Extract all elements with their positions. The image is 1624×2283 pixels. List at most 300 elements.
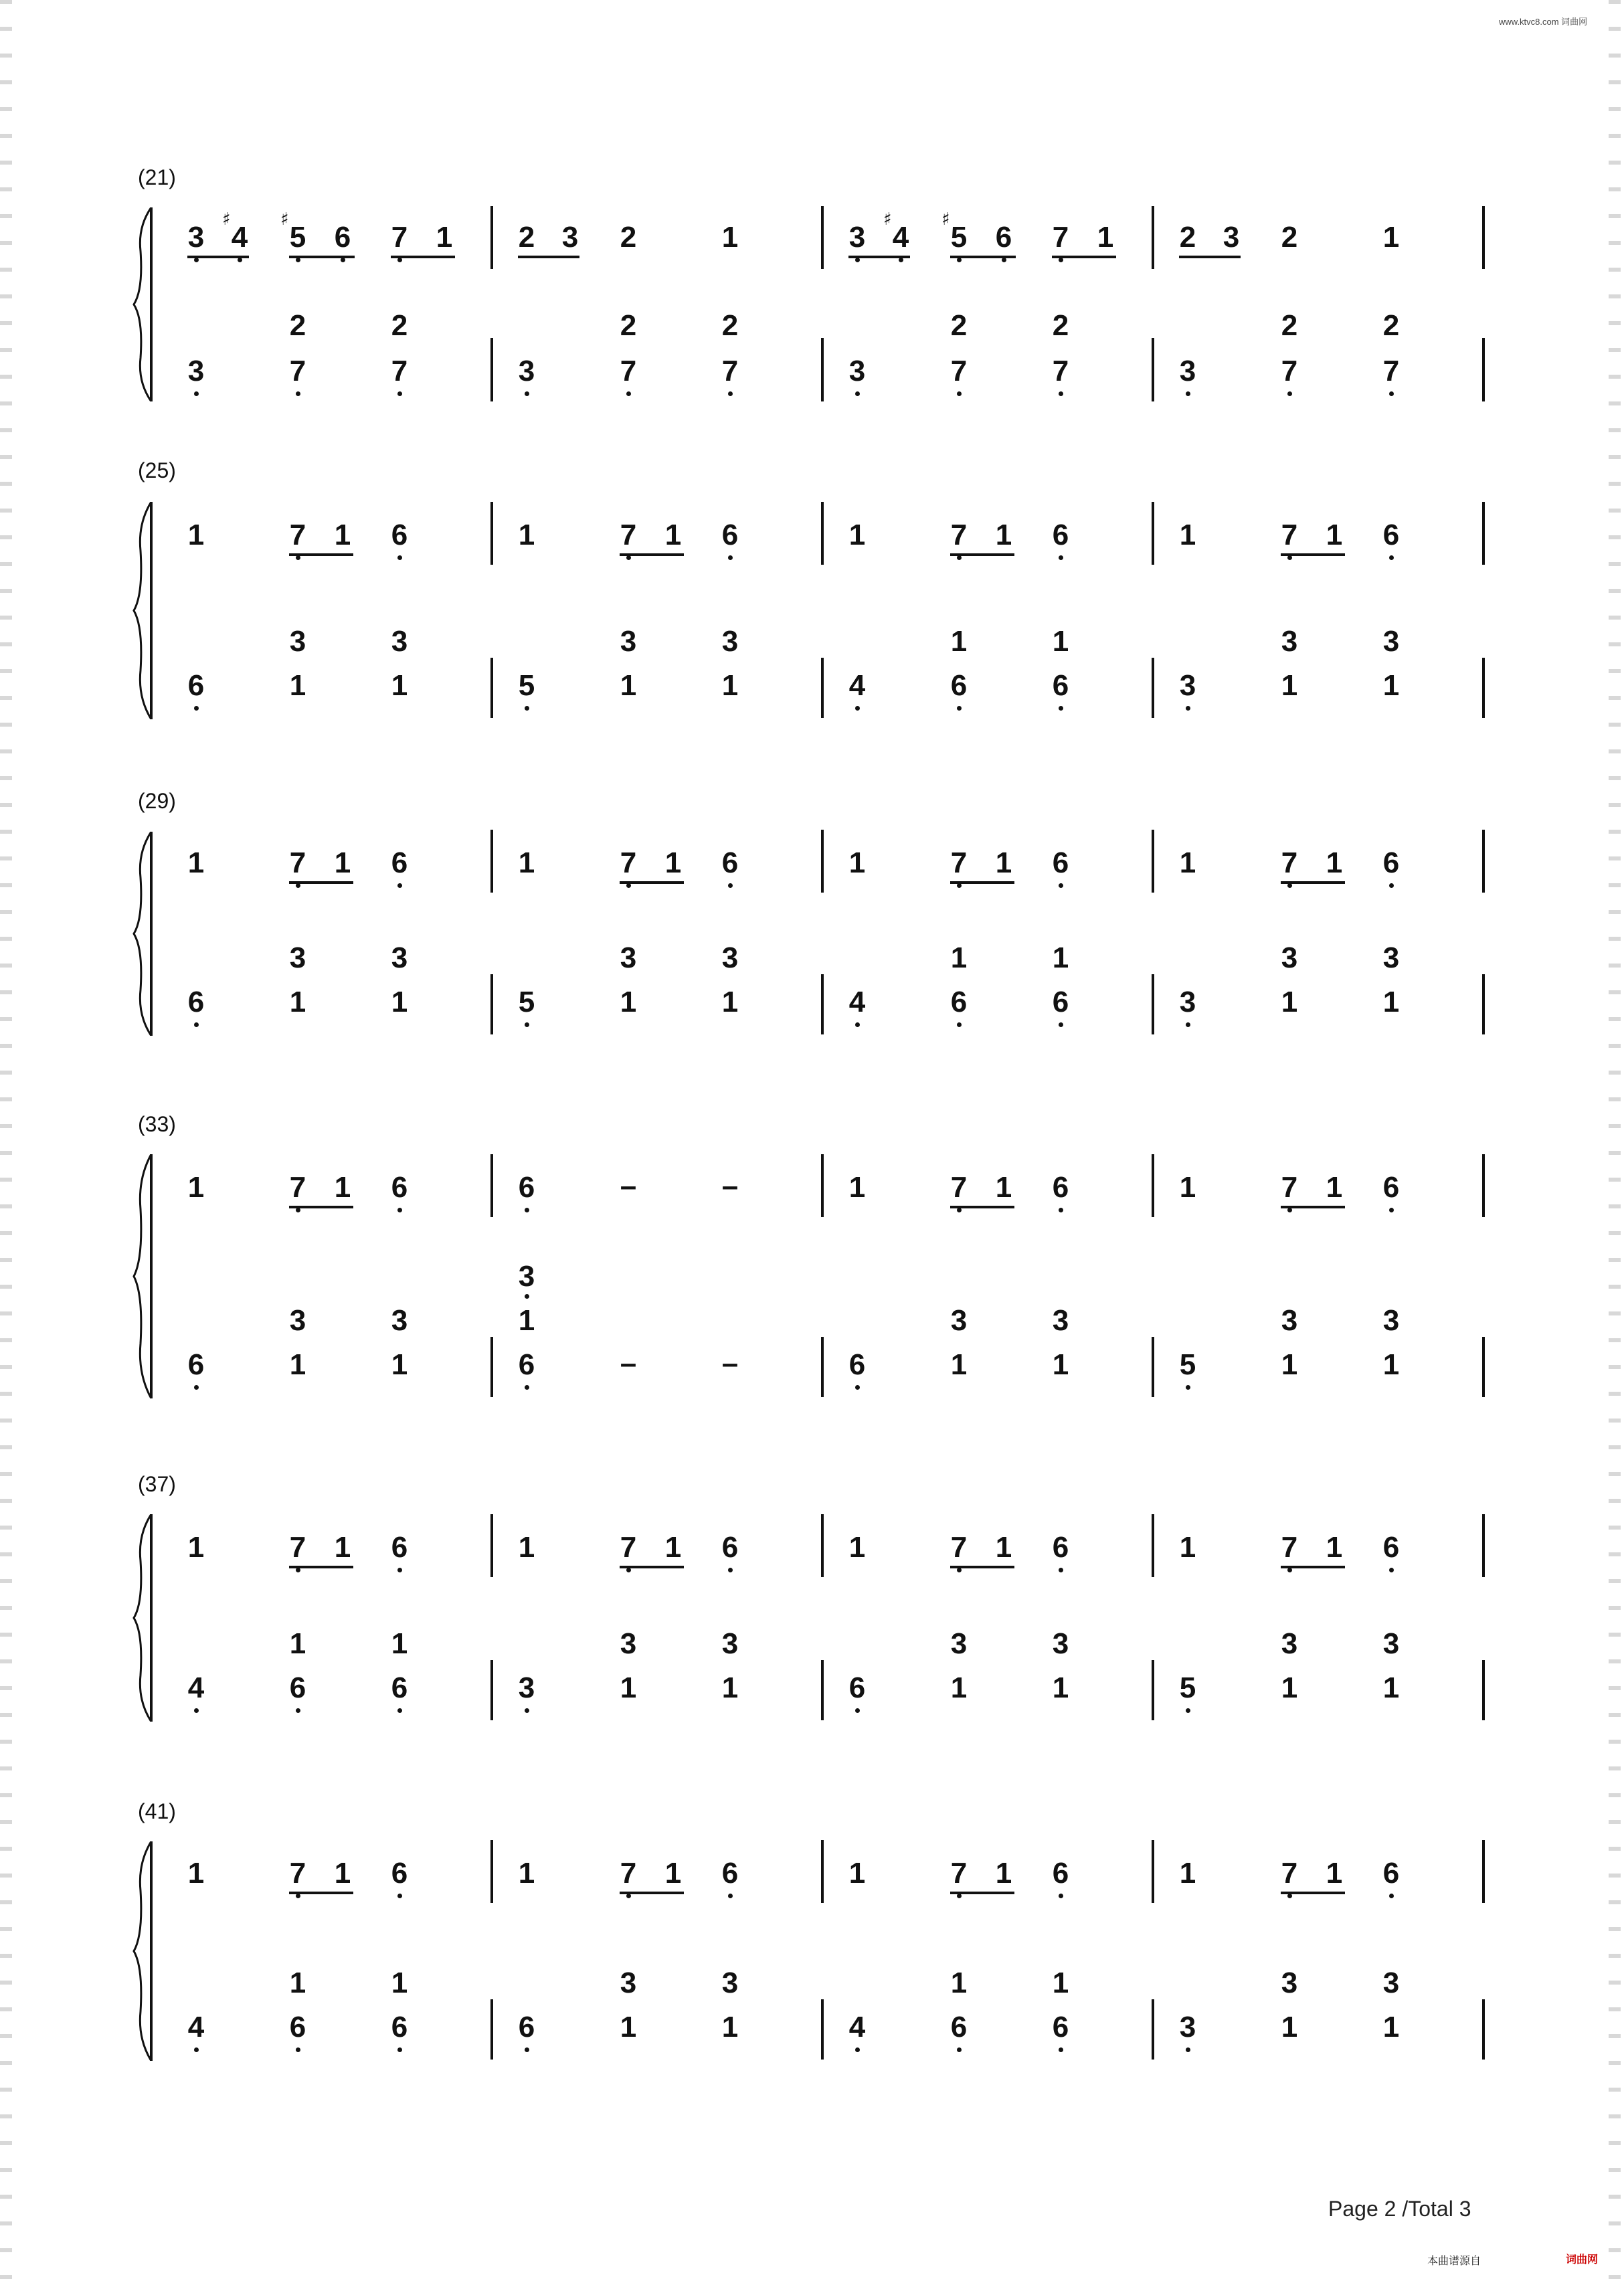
bar-line bbox=[1152, 502, 1154, 565]
note-digit: 1 bbox=[1179, 1857, 1196, 1890]
bar-line bbox=[1152, 1840, 1154, 1903]
system-bar-line bbox=[150, 502, 153, 719]
note-digit: 1 bbox=[620, 669, 637, 702]
note-digit: 2 bbox=[518, 221, 535, 254]
note-digit: 1 bbox=[518, 519, 535, 551]
octave-dot bbox=[296, 883, 300, 888]
octave-dot bbox=[525, 1708, 529, 1713]
note-digit: 7 bbox=[1281, 1531, 1298, 1564]
note-digit: 6 bbox=[187, 669, 205, 702]
note-digit: 7 bbox=[1281, 355, 1298, 387]
note-digit: 3 bbox=[950, 1627, 968, 1660]
note-digit: 7 bbox=[1052, 221, 1069, 254]
note-digit: 1 bbox=[995, 519, 1012, 551]
note-digit: 1 bbox=[187, 1857, 205, 1890]
note-digit: 3 bbox=[1382, 1304, 1400, 1337]
beam-underline bbox=[950, 1892, 1014, 1894]
note-digit: 7 bbox=[289, 1171, 306, 1204]
sustain-dash: – bbox=[620, 1170, 637, 1202]
bar-line bbox=[821, 502, 824, 565]
note-digit: 1 bbox=[1281, 2011, 1298, 2043]
octave-dot bbox=[957, 391, 962, 396]
octave-dot bbox=[397, 258, 402, 262]
bar-line bbox=[821, 974, 824, 1034]
octave-dot bbox=[397, 883, 402, 888]
octave-dot bbox=[1059, 883, 1063, 888]
octave-dot bbox=[1287, 391, 1292, 396]
note-digit: 6 bbox=[950, 669, 968, 702]
note-digit: 2 bbox=[1052, 309, 1069, 342]
bar-line bbox=[821, 658, 824, 718]
note-digit: 1 bbox=[950, 625, 968, 658]
octave-dot bbox=[194, 2047, 199, 2052]
note-digit: 3 bbox=[289, 625, 306, 658]
right-margin-decoration bbox=[1609, 0, 1621, 2283]
octave-dot bbox=[296, 2047, 300, 2052]
note-digit: 3 bbox=[1179, 986, 1196, 1018]
beam-underline bbox=[1281, 881, 1345, 884]
octave-dot bbox=[957, 258, 962, 262]
note-digit: 1 bbox=[995, 846, 1012, 879]
octave-dot bbox=[296, 391, 300, 396]
note-digit: 6 bbox=[950, 2011, 968, 2043]
bar-line bbox=[490, 1514, 493, 1577]
note-digit: 7 bbox=[1281, 846, 1298, 879]
header-site-text: www.ktvc8.com 词曲网 bbox=[1499, 17, 1588, 27]
note-digit: 5 bbox=[1179, 1348, 1196, 1381]
octave-dot bbox=[855, 258, 860, 262]
octave-dot bbox=[296, 1208, 300, 1212]
octave-dot bbox=[855, 391, 860, 396]
bar-line bbox=[821, 1337, 824, 1397]
octave-dot bbox=[728, 391, 733, 396]
note-digit: 6 bbox=[995, 221, 1012, 254]
note-digit: 6 bbox=[1052, 986, 1069, 1018]
note-digit: 3 bbox=[1382, 1627, 1400, 1660]
bar-line bbox=[1152, 830, 1154, 893]
sharp-sign: ♯ bbox=[941, 209, 950, 230]
note-digit: 1 bbox=[1281, 986, 1298, 1018]
left-margin-decoration bbox=[0, 0, 12, 2283]
octave-dot bbox=[957, 2047, 962, 2052]
bar-line bbox=[490, 974, 493, 1034]
octave-dot bbox=[1389, 1894, 1394, 1898]
note-digit: 7 bbox=[391, 355, 408, 387]
note-digit: 1 bbox=[721, 2011, 739, 2043]
note-digit: 2 bbox=[1179, 221, 1196, 254]
note-digit: 2 bbox=[950, 309, 968, 342]
note-digit: 3 bbox=[1281, 1627, 1298, 1660]
beam-underline bbox=[289, 1892, 353, 1894]
beam-underline bbox=[620, 881, 684, 884]
note-digit: 1 bbox=[391, 1348, 408, 1381]
octave-dot bbox=[1186, 391, 1190, 396]
bar-line bbox=[1152, 1154, 1154, 1217]
beam-underline bbox=[391, 256, 455, 258]
octave-dot bbox=[194, 391, 199, 396]
note-digit: 7 bbox=[289, 1531, 306, 1564]
octave-dot bbox=[1186, 1708, 1190, 1713]
system-label: (41) bbox=[138, 1799, 176, 1823]
octave-dot bbox=[957, 555, 962, 560]
octave-dot bbox=[1389, 883, 1394, 888]
note-digit: 3 bbox=[1223, 221, 1240, 254]
bar-line bbox=[490, 338, 493, 401]
bar-line bbox=[1482, 1154, 1485, 1217]
beam-underline bbox=[950, 553, 1014, 556]
note-digit: 5 bbox=[950, 221, 968, 254]
bar-line bbox=[1482, 1660, 1485, 1720]
octave-dot bbox=[1389, 555, 1394, 560]
octave-dot bbox=[525, 706, 529, 711]
note-digit: 1 bbox=[334, 1857, 351, 1890]
octave-dot bbox=[957, 1022, 962, 1027]
note-digit: 7 bbox=[950, 1531, 968, 1564]
note-digit: 6 bbox=[950, 986, 968, 1018]
bar-line bbox=[1482, 502, 1485, 565]
octave-dot bbox=[626, 883, 631, 888]
note-digit: 3 bbox=[1179, 669, 1196, 702]
note-digit: 1 bbox=[950, 1671, 968, 1704]
note-digit: 4 bbox=[848, 986, 866, 1018]
bar-line bbox=[490, 1660, 493, 1720]
note-digit: 1 bbox=[518, 1304, 535, 1337]
octave-dot bbox=[397, 1208, 402, 1212]
octave-dot bbox=[397, 1708, 402, 1713]
note-digit: 7 bbox=[620, 1857, 637, 1890]
note-digit: 3 bbox=[1281, 941, 1298, 974]
note-digit: 2 bbox=[1281, 309, 1298, 342]
note-digit: 1 bbox=[187, 846, 205, 879]
note-digit: 3 bbox=[289, 1304, 306, 1337]
note-digit: 7 bbox=[1281, 1171, 1298, 1204]
note-digit: 1 bbox=[620, 2011, 637, 2043]
system-bar-line bbox=[150, 207, 153, 401]
octave-dot bbox=[855, 1385, 860, 1390]
note-digit: 1 bbox=[1052, 1967, 1069, 1999]
note-digit: 1 bbox=[995, 1171, 1012, 1204]
note-digit: 6 bbox=[1382, 1857, 1400, 1890]
note-digit: 3 bbox=[721, 625, 739, 658]
note-digit: 1 bbox=[289, 1348, 306, 1381]
bar-line bbox=[1152, 206, 1154, 269]
note-digit: 7 bbox=[1281, 519, 1298, 551]
octave-dot bbox=[1059, 1208, 1063, 1212]
note-digit: 6 bbox=[721, 846, 739, 879]
note-digit: 4 bbox=[892, 221, 909, 254]
octave-dot bbox=[728, 1894, 733, 1898]
note-digit: 1 bbox=[334, 1171, 351, 1204]
octave-dot bbox=[1287, 1894, 1292, 1898]
beam-underline bbox=[950, 881, 1014, 884]
note-digit: 3 bbox=[620, 941, 637, 974]
note-digit: 1 bbox=[1281, 1348, 1298, 1381]
note-digit: 1 bbox=[334, 846, 351, 879]
beam-underline bbox=[518, 256, 579, 258]
octave-dot bbox=[194, 1385, 199, 1390]
octave-dot bbox=[525, 2047, 529, 2052]
note-digit: 2 bbox=[620, 221, 637, 254]
bar-line bbox=[490, 1999, 493, 2060]
note-digit: 3 bbox=[848, 355, 866, 387]
note-digit: 1 bbox=[950, 1348, 968, 1381]
note-digit: 6 bbox=[1052, 1531, 1069, 1564]
octave-dot bbox=[525, 1385, 529, 1390]
note-digit: 1 bbox=[1052, 625, 1069, 658]
bar-line bbox=[821, 1660, 824, 1720]
note-digit: 3 bbox=[1382, 941, 1400, 974]
octave-dot bbox=[1059, 1894, 1063, 1898]
note-digit: 1 bbox=[721, 221, 739, 254]
octave-dot bbox=[296, 1894, 300, 1898]
note-digit: 3 bbox=[620, 625, 637, 658]
note-digit: 1 bbox=[848, 519, 866, 551]
octave-dot bbox=[1389, 1208, 1394, 1212]
note-digit: 7 bbox=[950, 519, 968, 551]
note-digit: 4 bbox=[187, 2011, 205, 2043]
note-digit: 1 bbox=[1179, 1171, 1196, 1204]
beam-underline bbox=[950, 1206, 1014, 1208]
octave-dot bbox=[626, 1568, 631, 1572]
octave-dot bbox=[1389, 391, 1394, 396]
octave-dot bbox=[525, 1208, 529, 1212]
note-digit: 7 bbox=[1281, 1857, 1298, 1890]
note-digit: 1 bbox=[1382, 1671, 1400, 1704]
note-digit: 5 bbox=[518, 986, 535, 1018]
bar-line bbox=[821, 1840, 824, 1903]
note-digit: 6 bbox=[721, 1857, 739, 1890]
footer-source-text: 本曲谱源自 bbox=[1427, 2254, 1481, 2267]
note-digit: 3 bbox=[1281, 625, 1298, 658]
note-digit: 2 bbox=[391, 309, 408, 342]
system-brace bbox=[131, 1514, 158, 1722]
note-digit: 1 bbox=[289, 1627, 306, 1660]
beam-underline bbox=[1281, 1206, 1345, 1208]
octave-dot bbox=[728, 1568, 733, 1572]
note-digit: 5 bbox=[289, 221, 306, 254]
octave-dot bbox=[1059, 2047, 1063, 2052]
octave-dot bbox=[855, 2047, 860, 2052]
octave-dot bbox=[1287, 1568, 1292, 1572]
beam-underline bbox=[187, 256, 249, 258]
note-digit: 1 bbox=[995, 1857, 1012, 1890]
system-bar-line bbox=[150, 1514, 153, 1722]
note-digit: 6 bbox=[391, 1857, 408, 1890]
note-digit: 6 bbox=[289, 2011, 306, 2043]
note-digit: 1 bbox=[1179, 846, 1196, 879]
octave-dot bbox=[1059, 706, 1063, 711]
note-digit: 3 bbox=[1052, 1627, 1069, 1660]
beam-underline bbox=[1281, 1566, 1345, 1568]
note-digit: 6 bbox=[1052, 669, 1069, 702]
bar-line bbox=[1482, 338, 1485, 401]
bar-line bbox=[490, 502, 493, 565]
note-digit: 1 bbox=[1052, 1348, 1069, 1381]
note-digit: 7 bbox=[950, 1171, 968, 1204]
octave-dot bbox=[397, 555, 402, 560]
system-label: (29) bbox=[138, 789, 176, 813]
system-brace bbox=[131, 1154, 158, 1398]
note-digit: 1 bbox=[1382, 669, 1400, 702]
note-digit: 4 bbox=[848, 669, 866, 702]
bar-line bbox=[1152, 1660, 1154, 1720]
note-digit: 1 bbox=[848, 1531, 866, 1564]
octave-dot bbox=[626, 391, 631, 396]
note-digit: 1 bbox=[334, 519, 351, 551]
note-digit: 1 bbox=[391, 1967, 408, 1999]
octave-dot bbox=[1186, 706, 1190, 711]
note-digit: 6 bbox=[187, 986, 205, 1018]
note-digit: 1 bbox=[848, 1171, 866, 1204]
bar-line bbox=[1482, 1840, 1485, 1903]
note-digit: 1 bbox=[1326, 1857, 1343, 1890]
beam-underline bbox=[289, 1206, 353, 1208]
octave-dot bbox=[194, 706, 199, 711]
note-digit: 1 bbox=[620, 986, 637, 1018]
note-digit: 5 bbox=[518, 669, 535, 702]
note-digit: 3 bbox=[187, 355, 205, 387]
bar-line bbox=[1482, 1337, 1485, 1397]
note-digit: 1 bbox=[289, 669, 306, 702]
note-digit: 3 bbox=[391, 941, 408, 974]
beam-underline bbox=[950, 256, 1016, 258]
octave-dot bbox=[397, 2047, 402, 2052]
bar-line bbox=[1152, 1514, 1154, 1577]
note-digit: 3 bbox=[518, 1671, 535, 1704]
octave-dot bbox=[1287, 555, 1292, 560]
note-digit: 6 bbox=[391, 2011, 408, 2043]
note-digit: 1 bbox=[620, 1671, 637, 1704]
note-digit: 7 bbox=[1052, 355, 1069, 387]
note-digit: 3 bbox=[1179, 355, 1196, 387]
bar-line bbox=[1152, 658, 1154, 718]
octave-dot bbox=[397, 1568, 402, 1572]
note-digit: 3 bbox=[391, 625, 408, 658]
note-digit: 1 bbox=[1281, 669, 1298, 702]
note-digit: 6 bbox=[391, 846, 408, 879]
octave-dot bbox=[626, 1894, 631, 1898]
note-digit: 1 bbox=[334, 1531, 351, 1564]
note-digit: 6 bbox=[334, 221, 351, 254]
note-digit: 3 bbox=[518, 355, 535, 387]
bar-line bbox=[490, 1337, 493, 1397]
note-digit: 7 bbox=[950, 355, 968, 387]
page-number: Page 2 /Total 3 bbox=[1328, 2197, 1471, 2221]
note-digit: 3 bbox=[721, 1627, 739, 1660]
note-digit: 3 bbox=[1052, 1304, 1069, 1337]
octave-dot bbox=[296, 1568, 300, 1572]
beam-underline bbox=[1281, 1892, 1345, 1894]
beam-underline bbox=[620, 1566, 684, 1568]
system-label: (25) bbox=[138, 458, 176, 482]
beam-underline bbox=[848, 256, 910, 258]
note-digit: 3 bbox=[391, 1304, 408, 1337]
octave-dot bbox=[626, 555, 631, 560]
note-digit: 3 bbox=[1179, 2011, 1196, 2043]
note-digit: 6 bbox=[848, 1671, 866, 1704]
beam-underline bbox=[289, 256, 355, 258]
octave-dot bbox=[957, 883, 962, 888]
note-digit: 6 bbox=[721, 519, 739, 551]
note-digit: 1 bbox=[950, 941, 968, 974]
note-digit: 3 bbox=[721, 941, 739, 974]
bar-line bbox=[1482, 974, 1485, 1034]
bar-line bbox=[490, 658, 493, 718]
note-digit: 6 bbox=[1382, 846, 1400, 879]
note-digit: 1 bbox=[664, 519, 682, 551]
note-digit: 7 bbox=[1382, 355, 1400, 387]
octave-dot bbox=[1059, 555, 1063, 560]
note-digit: 1 bbox=[187, 1531, 205, 1564]
note-digit: 1 bbox=[1326, 846, 1343, 879]
note-digit: 6 bbox=[1052, 846, 1069, 879]
sustain-dash: – bbox=[620, 1347, 637, 1380]
note-digit: 1 bbox=[1179, 1531, 1196, 1564]
beam-underline bbox=[289, 881, 353, 884]
footer-brand-logo: 词曲网 bbox=[1566, 2253, 1599, 2266]
octave-dot bbox=[397, 391, 402, 396]
octave-dot bbox=[1059, 258, 1063, 262]
bar-line bbox=[1152, 974, 1154, 1034]
note-digit: 3 bbox=[620, 1627, 637, 1660]
octave-dot bbox=[1059, 391, 1063, 396]
octave-dot bbox=[957, 1894, 962, 1898]
note-digit: 6 bbox=[391, 1531, 408, 1564]
octave-dot bbox=[728, 555, 733, 560]
system-bar-line bbox=[150, 1154, 153, 1398]
octave-dot bbox=[1186, 2047, 1190, 2052]
note-digit: 2 bbox=[1281, 221, 1298, 254]
note-digit: 1 bbox=[436, 221, 453, 254]
note-digit: 6 bbox=[1382, 1171, 1400, 1204]
note-digit: 3 bbox=[518, 1260, 535, 1293]
note-digit: 3 bbox=[187, 221, 205, 254]
note-digit: 1 bbox=[391, 986, 408, 1018]
octave-dot bbox=[855, 706, 860, 711]
octave-dot bbox=[525, 1294, 529, 1299]
system-bar-line bbox=[150, 832, 153, 1036]
note-digit: 4 bbox=[187, 1671, 205, 1704]
note-digit: 6 bbox=[391, 519, 408, 551]
octave-dot bbox=[194, 1022, 199, 1027]
note-digit: 3 bbox=[1281, 1967, 1298, 1999]
note-digit: 1 bbox=[664, 1531, 682, 1564]
beam-underline bbox=[620, 1892, 684, 1894]
octave-dot bbox=[525, 1022, 529, 1027]
sustain-dash: – bbox=[721, 1347, 739, 1380]
bar-line bbox=[821, 1999, 824, 2060]
bar-line bbox=[821, 1514, 824, 1577]
bar-line bbox=[1482, 830, 1485, 893]
system-brace bbox=[131, 832, 158, 1036]
note-digit: 1 bbox=[187, 519, 205, 551]
system-label: (37) bbox=[138, 1472, 176, 1496]
note-digit: 1 bbox=[848, 846, 866, 879]
system-brace bbox=[131, 502, 158, 719]
note-digit: 3 bbox=[721, 1967, 739, 1999]
octave-dot bbox=[194, 258, 199, 262]
note-digit: 6 bbox=[1382, 1531, 1400, 1564]
octave-dot bbox=[1186, 1022, 1190, 1027]
note-digit: 1 bbox=[1179, 519, 1196, 551]
note-digit: 1 bbox=[664, 1857, 682, 1890]
system-label: (33) bbox=[138, 1112, 176, 1136]
note-digit: 7 bbox=[950, 1857, 968, 1890]
note-digit: 2 bbox=[1382, 309, 1400, 342]
system-brace bbox=[131, 207, 158, 401]
note-digit: 1 bbox=[518, 1531, 535, 1564]
note-digit: 7 bbox=[620, 1531, 637, 1564]
